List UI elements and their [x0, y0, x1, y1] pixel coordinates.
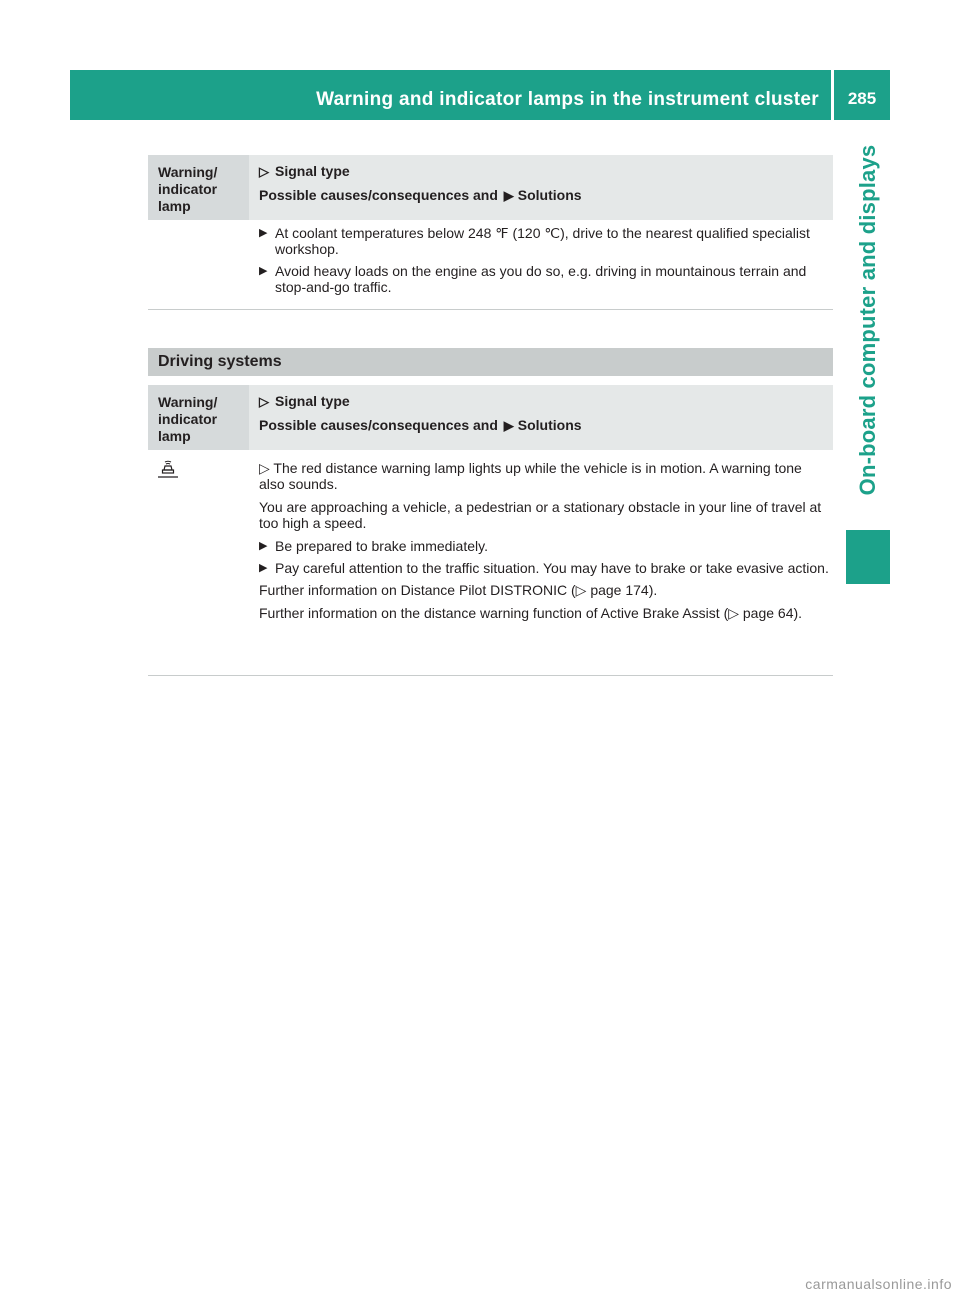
solution-solid-arrow-icon: ▶ [503, 418, 514, 433]
footer-watermark: carmanualsonline.info [805, 1276, 952, 1292]
signal-outline-arrow-icon: ▷ [259, 394, 269, 409]
chapter-marker-square [846, 530, 890, 584]
table2-col2-header [259, 393, 819, 434]
chapter-tab-label: On-board computer and displays [855, 144, 880, 496]
info2-text: Further information on the distance warning function of Active Brake Assist ( [259, 605, 729, 621]
signal-outline-arrow-icon: ▷ [259, 460, 274, 476]
table2-col1-label: Warning/ indicator lamp [158, 394, 218, 444]
signal-text: The red distance warning lamp lights up while the vehicle is in motion. A warning tone also sounds. [259, 460, 802, 492]
table2-col1-header [148, 385, 249, 450]
distance-warning-lamp-icon [156, 459, 180, 479]
table1-bullet-2-text: Avoid heavy loads on the engine as you do so, e.g. driving in mountainous terrain and stop-and-go traffic. [275, 263, 807, 295]
action-arrow-icon: ▶ [259, 540, 268, 552]
signal-paragraph [259, 460, 829, 492]
table1-causes-row [259, 187, 819, 204]
section-title: Driving systems [158, 353, 282, 370]
info1-page-link[interactable]: page 174). [590, 582, 658, 598]
solution-solid-arrow-icon: ▶ [503, 188, 514, 203]
page-ref-arrow-icon: ▷ [575, 582, 591, 598]
page-number: 285 [847, 89, 877, 108]
chapter-side-tab [846, 130, 890, 510]
page-number-box [834, 70, 890, 120]
table2-header [148, 385, 833, 450]
table1-col2-header [259, 163, 819, 204]
table1-header [148, 155, 833, 220]
table2-signal-row [259, 393, 350, 409]
table1-bullet-1-text: At coolant temperatures below 248 ℉ (120 ℃), drive to the nearest qualified specialist workshop. [275, 225, 810, 257]
table2-bottom-rule [148, 675, 833, 676]
info2-page-link[interactable]: page 64). [742, 605, 803, 621]
table1-bullet-1 [259, 225, 829, 257]
cause-text: You are approaching a vehicle, a pedestrian or a stationary obstacle in your line of travel at too high a speed. [259, 499, 822, 531]
action-arrow-icon: ▶ [259, 227, 268, 239]
page-ref-arrow-icon: ▷ [728, 605, 743, 621]
table2-bullet-2 [259, 560, 829, 576]
table2-signal-label: Signal type [275, 393, 350, 409]
table2-solutions-label: Solutions [517, 417, 582, 433]
page-header-title: Warning and indicator lamps in the instrument cluster [316, 89, 819, 110]
page-header-bar [70, 70, 831, 120]
table1-bullet-2 [259, 263, 829, 295]
table2-causes-row [259, 417, 819, 434]
table1-signal-row [259, 163, 350, 179]
table1-bottom-rule [148, 309, 833, 310]
signal-outline-arrow-icon: ▷ [259, 164, 269, 179]
table2-body [259, 460, 829, 628]
section-heading-bar [148, 348, 833, 376]
table1-body [259, 225, 829, 301]
table2-bullet-1 [259, 538, 829, 554]
table1-col1-header [148, 155, 249, 220]
info1-text: Further information on Distance Pilot DISTRONIC ( [259, 582, 576, 598]
action-arrow-icon: ▶ [259, 265, 268, 277]
table2-causes-label: Possible causes/consequences and [259, 417, 498, 433]
table1-solutions-label: Solutions [517, 187, 582, 203]
action-arrow-icon: ▶ [259, 562, 268, 574]
table1-causes-label: Possible causes/consequences and [259, 187, 498, 203]
table1-col1-label: Warning/ indicator lamp [158, 164, 218, 214]
table2-bullet-1-text: Be prepared to brake immediately. [275, 538, 488, 554]
info-paragraph-2 [259, 605, 829, 621]
table2-bullet-2-text: Pay careful attention to the traffic situation. You may have to brake or take evasive action. [275, 560, 829, 576]
info-paragraph-1 [259, 582, 829, 598]
table1-signal-label: Signal type [275, 163, 350, 179]
